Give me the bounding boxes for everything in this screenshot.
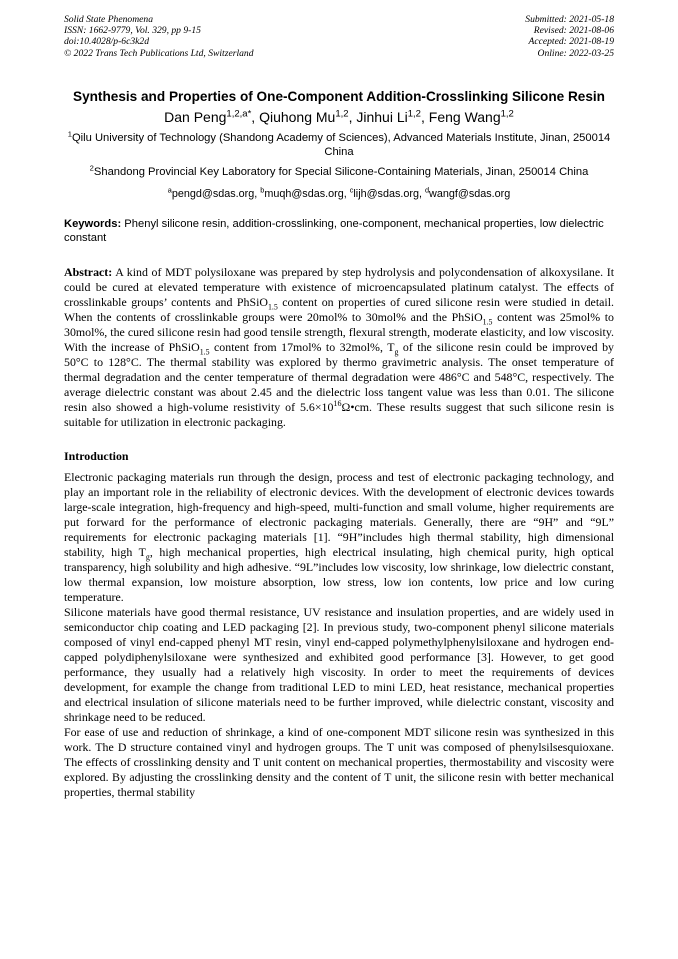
intro-paragraph-1: Electronic packaging materials run through the design, process and test of electronic packaging technology, and play an important role in the reliability of electronic devices. With the development of electronic devices towards large-scale integration, high-frequency and high-speed, multi-function and small volume, higher requirements are put forward for the performance of electronic packaging materials. Generally, there are “9H” and “9L” requirements for electronic packaging materials [1]. “9H”includes high thermal stability, high dimensional stability, high $T_g$, high mechanical properties, high electrical insulating, high chemical purity, high optical transparency, high solubility and high adhesive. “9L”includes low viscosity, low shrinkage, low dielectric constant, low thermal expansion, low moisture absorption, low stress, low ion contents, low price and low curing temperature.: [64, 469, 614, 604]
running-header: [64, 14, 614, 59]
email-link[interactable]: $^a$pengd@sdas.org,: [167, 185, 261, 200]
author: Jinhui Li$^{1,2}$,: [356, 108, 429, 125]
header-dates: [525, 14, 614, 59]
journal-name: Solid State Phenomena: [64, 14, 153, 25]
intro-paragraph-2: Silicone materials have good thermal resistance, UV resistance and insulation properties, and are widely used in semiconductor chip coating and LED packaging [2]. In previous study, two-component phenyl silicone materials composed of vinyl end-capped phenyl MT resin, vinyl end-capped polymethylphenylsiloxane and hydrogen end-capped polydiphenylsiloxane were synthesized and exhibited good performance [3]. However, to get good performance, they usually had a relatively high viscosity. In order to meet the requirements of devices development, for example the change from traditional LED to mini LED, heat resistance, mechanical properties and electrical insulation of silicone materials need to be further improved, while dielectric constant, viscosity and shrinkage need to be reduced.: [64, 604, 614, 724]
header-publication-info: [64, 14, 254, 59]
affiliation-2: $^2$Shandong Provincial Key Laboratory for Special Silicone-Containing Materials, Jinan, 250014 China: [89, 163, 589, 178]
email-link[interactable]: $^d$wangf@sdas.org: [424, 185, 511, 200]
doi-line: doi:10.4028/p-6c3k2d: [64, 36, 149, 48]
copyright-line: © 2022 Trans Tech Publications Ltd, Switzerland: [64, 47, 254, 59]
accepted-date: Accepted: 2021-08-19: [528, 36, 614, 48]
issn-line: ISSN: 1662-9779, Vol. 329, pp 9-15: [64, 25, 201, 37]
email-link[interactable]: $^c$lijh@sdas.org,: [349, 185, 425, 200]
abstract: Abstract: A kind of MDT polysiloxane was prepared by step hydrolysis and polycondensation of alkoxysilane. It could be cured at elevated temperature with existence of microencapsulated platinum catalyst. The effects of crosslinkable groups’ contents and PhSiO$_{1.5}$ content on properties of cured silicone resin were studied in detail. When the contents of crosslinkable groups were 20mol% to 30mol% and the PhSiO$_{1.5}$ content was 25mol% to 30mol%, the cured silicone resin had good tensile strength, flexural strength, moderate elasticity, and low viscosity. With the increase of PhSiO$_{1.5}$ content from 17mol% to 32mol%, $T_g$ of the silicone resin could be improved by 50°C to 128°C. The thermal stability was explored by thermo gravimetric analysis. The onset temperature of thermal degradation and the center temperature of thermal degradation were 486°C and 548°C, respectively. The average dielectric constant was about 2.45 and the dielectric loss tangent value was less than 0.01. The silicone resin also showed a high-volume resistivity of $5.6\times 10^{16}\Omega•cm$. These results suggest that such silicone resin is suitable for utilization in electronic packaging.: [64, 264, 614, 429]
online-date: Online: 2022-03-25: [537, 47, 614, 59]
revised-date: Revised: 2021-08-06: [533, 25, 614, 37]
paper-page: [64, 14, 614, 800]
author-list: [64, 108, 614, 126]
author-emails: [64, 187, 614, 201]
author: Dan Peng$^{1,2,a*}$,: [164, 108, 260, 125]
author: Qiuhong Mu$^{1,2}$,: [259, 108, 357, 125]
keywords-text: Phenyl silicone resin, addition-crosslinking, one-component, mechanical properties, low dielectric constant: [64, 217, 604, 245]
paper-title: Synthesis and Properties of One-Component Addition-Crosslinking Silicone Resin: [73, 88, 605, 104]
keywords: [64, 217, 614, 246]
section-heading-introduction: Introduction: [64, 448, 129, 463]
abstract-label: Abstract:: [64, 264, 113, 279]
keywords-label: Keywords:: [64, 217, 122, 230]
submitted-date: Submitted: 2021-05-18: [525, 14, 614, 25]
affiliation-1: $^1$Qilu University of Technology (Shandong Academy of Sciences), Advanced Materials Institute, Jinan, 250014 China: [67, 129, 611, 159]
author: Feng Wang$^{1,2}$: [428, 108, 514, 125]
intro-paragraph-3: For ease of use and reduction of shrinkage, a kind of one-component MDT silicone resin was synthesized in this work. The D structure contained vinyl and hydrogen groups. The T unit was composed of phenylsilsesquioxane. The effects of crosslinking density and T unit content on mechanical properties, thermostability and viscosity were explored. By adjusting the crosslinking density and the content of T unit, the silicone resin with better mechanical properties, thermal stability: [64, 724, 614, 799]
email-link[interactable]: $^b$muqh@sdas.org,: [260, 185, 350, 200]
